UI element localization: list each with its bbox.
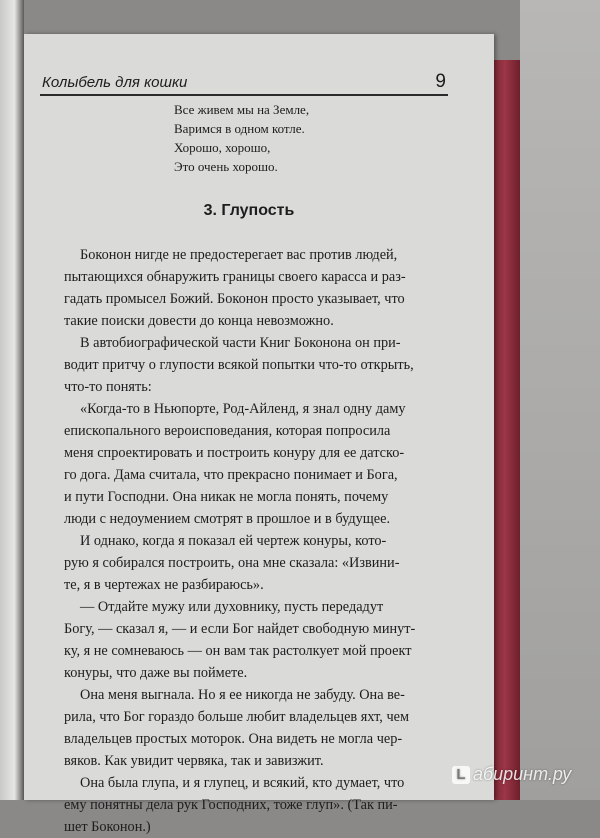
text-line: «Когда-то в Ньюпорте, Род-Айленд, я знал одну даму bbox=[80, 401, 406, 417]
text-line: ку, я не сомневаюсь — он вам так растолкует мой проект bbox=[64, 643, 412, 659]
poem-line: Это очень хорошо. bbox=[174, 159, 278, 174]
text-line: водит притчу о глупости всякой попытки что-то открыть, bbox=[64, 357, 414, 373]
text-line: го дога. Дама считала, что прекрасно понимает и Бога, bbox=[64, 467, 398, 483]
text-line: Богу, — сказал я, — и если Бог найдет свободную минут- bbox=[64, 621, 416, 637]
text-line: меня спроектировать и построить конуру для ее датско- bbox=[64, 445, 405, 461]
poem-epigraph bbox=[174, 100, 309, 176]
text-line: и пути Господни. Она никак не могла понять, почему bbox=[64, 489, 389, 505]
text-line: — Отдайте мужу или духовнику, пусть передадут bbox=[80, 599, 384, 615]
book-title: Колыбель для кошки bbox=[42, 74, 188, 91]
poem-line: Варимся в одном котле. bbox=[174, 121, 305, 136]
poem-line: Хорошо, хорошо, bbox=[174, 140, 271, 155]
running-head bbox=[40, 66, 448, 96]
left-page-edge bbox=[0, 0, 24, 800]
text-line: ему понятны дела рук Господних, тоже глуп». (Так пи- bbox=[64, 797, 398, 813]
text-line: люди с недоумением смотрят в прошлое и в будущее. bbox=[64, 511, 391, 527]
text-line: конуры, что даже вы поймете. bbox=[64, 665, 248, 681]
text-line: Она была глупа, и я глупец, и всякий, кто думает, что bbox=[80, 775, 405, 791]
text-line: Она меня выгнала. Но я ее никогда не забуду. Она ве- bbox=[80, 687, 405, 703]
text-line: гадать промысел Божий. Боконон просто указывает, что bbox=[64, 291, 405, 307]
text-line: И однако, когда я показал ей чертеж конуры, кото- bbox=[80, 533, 387, 549]
text-line: рую я собирался построить, она мне сказала: «Извини- bbox=[64, 555, 400, 571]
page-number: 9 bbox=[435, 71, 446, 92]
text-line: те, я в чертежах не разбираюсь». bbox=[64, 577, 264, 593]
book-cover-edge bbox=[490, 60, 520, 800]
text-line: такие поиски довести до конца невозможно. bbox=[64, 313, 334, 329]
text-line: пытающихся обнаружить границы своего карасса и раз- bbox=[64, 269, 406, 285]
book-page bbox=[24, 34, 494, 835]
text-line: Боконон нигде не предостерегает вас против людей, bbox=[80, 247, 398, 263]
text-line: вяков. Как увидит червяка, так и завизжит. bbox=[64, 753, 324, 769]
poem-line: Все живем мы на Земле, bbox=[174, 102, 310, 117]
text-line: В автобиографической части Книг Боконона он при- bbox=[80, 335, 401, 351]
chapter-heading: 3. Глупость bbox=[203, 202, 295, 219]
text-line: епископального вероисповедания, которая попросила bbox=[64, 423, 391, 439]
labirint-watermark bbox=[452, 764, 571, 785]
body-text bbox=[64, 244, 464, 838]
text-line: владельцев простых моторок. Она видеть не могла чер- bbox=[64, 731, 403, 747]
text-line: шет Боконон.) bbox=[64, 819, 151, 835]
text-line: что-то понять: bbox=[64, 379, 152, 395]
watermark-logo-badge: L bbox=[452, 766, 470, 784]
watermark-text: абиринт.ру bbox=[473, 764, 572, 784]
text-line: рила, что Бог гораздо больше любит владельцев яхт, чем bbox=[64, 709, 410, 725]
table-background bbox=[520, 0, 600, 800]
